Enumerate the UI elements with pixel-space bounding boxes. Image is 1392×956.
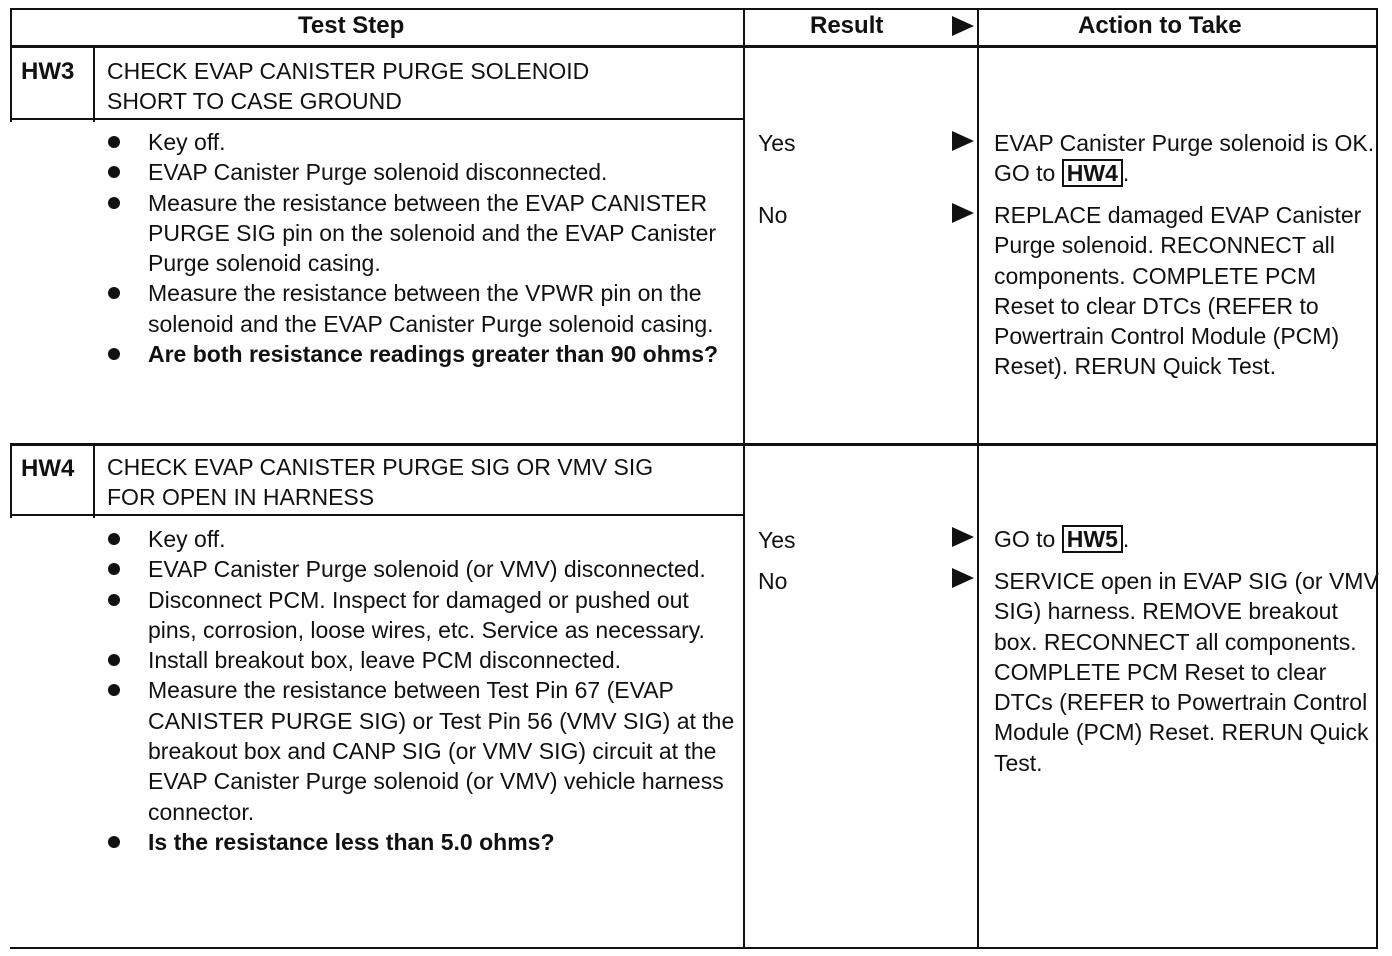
hw4-bullet-list <box>106 524 736 857</box>
list-item: EVAP Canister Purge solenoid disconnected. <box>106 157 736 187</box>
action-col-divider <box>977 8 979 949</box>
list-item: Key off. <box>106 524 736 554</box>
header-bottom-border <box>10 45 1378 48</box>
step-title-hw4 <box>107 452 653 512</box>
hw4-reference-link[interactable]: HW4 <box>1062 159 1123 187</box>
hw4-result-no: No <box>758 568 788 594</box>
hw3-action-no: REPLACE damaged EVAP Canister Purge solenoid. RECONNECT all components. COMPLETE PCM Reset to clear DTCs (REFER to Powertrain Control Module (PCM) Reset). RERUN Quick Test. <box>994 202 1362 380</box>
bullet-icon <box>108 594 120 606</box>
step-title-hw4-line1: CHECK EVAP CANISTER PURGE SIG OR VMV SIG <box>107 454 654 480</box>
hw4-action-no: SERVICE open in EVAP SIG (or VMV SIG) harness. REMOVE breakout box. RECONNECT all components. COMPLETE PCM Reset to clear DTCs (REFER to Powertrain Control Module (PCM) Reset. RERUN Quick Test. <box>994 568 1379 776</box>
list-item: Disconnect PCM. Inspect for damaged or pushed out pins, corrosion, loose wires, etc. Service as necessary. <box>106 585 736 646</box>
hw5-reference-link[interactable]: HW5 <box>1062 525 1123 553</box>
list-item: Measure the resistance between Test Pin 67 (EVAP CANISTER PURGE SIG) or Test Pin 56 (VMV SIG) at the breakout box and CANP SIG (or VMV SIG) circuit at the EVAP Canister Purge solenoid (or VMV) vehicle harness connector. <box>106 675 736 826</box>
bullet-icon <box>108 136 120 148</box>
step-title-hw3-line2: SHORT TO CASE GROUND <box>107 88 402 114</box>
result-col-divider <box>743 8 745 949</box>
hw4-action-yes: GO to HW5 . <box>994 526 1130 552</box>
list-item: Measure the resistance between the EVAP CANISTER PURGE SIG pin on the solenoid and the EVAP Canister Purge solenoid casing. <box>106 188 736 279</box>
bullet-icon <box>108 197 120 209</box>
hw4-title-underline <box>10 514 743 516</box>
bullet-icon <box>108 654 120 666</box>
bullet-icon <box>108 166 120 178</box>
table-left-border <box>10 8 12 122</box>
table-bottom-border <box>10 947 1378 949</box>
hw4-result-yes: Yes <box>758 527 796 553</box>
hw3-id-divider <box>93 45 95 122</box>
list-item: EVAP Canister Purge solenoid (or VMV) disconnected. <box>106 554 736 584</box>
hw3-bottom-border <box>10 443 1378 446</box>
hw4-no-arrow-icon <box>952 568 974 588</box>
bullet-icon <box>108 533 120 545</box>
step-title-hw3 <box>107 56 589 116</box>
table-top-border <box>10 8 1378 10</box>
bullet-icon <box>108 287 120 299</box>
table-left-border-hw4 <box>10 443 12 518</box>
bullet-icon <box>108 836 120 848</box>
list-item: Install breakout box, leave PCM disconnected. <box>106 645 736 675</box>
step-title-hw4-line2: FOR OPEN IN HARNESS <box>107 484 375 510</box>
hw4-yes-arrow-icon <box>952 527 974 547</box>
list-item: Are both resistance readings greater than 90 ohms? <box>106 339 736 369</box>
header-result: Result <box>810 12 884 39</box>
bullet-icon <box>108 684 120 696</box>
step-id-hw4: HW4 <box>21 455 75 482</box>
hw3-result-yes: Yes <box>758 130 796 156</box>
hw3-yes-arrow-icon <box>952 131 974 151</box>
header-action: Action to Take <box>1078 12 1242 39</box>
hw3-no-arrow-icon <box>952 203 974 223</box>
hw4-id-divider <box>93 443 95 518</box>
step-title-hw3-line1: CHECK EVAP CANISTER PURGE SOLENOID <box>107 58 590 84</box>
hw3-bullet-list <box>106 127 736 369</box>
list-item: Key off. <box>106 127 736 157</box>
hw3-result-no: No <box>758 202 788 228</box>
bullet-icon <box>108 563 120 575</box>
header-arrow-icon <box>952 16 974 36</box>
hw3-action-yes: EVAP Canister Purge solenoid is OK. GO to HW4 . <box>994 130 1375 187</box>
hw3-title-underline <box>10 118 743 120</box>
step-id-hw3: HW3 <box>21 58 75 85</box>
list-item: Is the resistance less than 5.0 ohms? <box>106 827 736 857</box>
list-item: Measure the resistance between the VPWR pin on the solenoid and the EVAP Canister Purge solenoid casing. <box>106 278 736 339</box>
header-test-step: Test Step <box>298 12 405 39</box>
bullet-icon <box>108 348 120 360</box>
